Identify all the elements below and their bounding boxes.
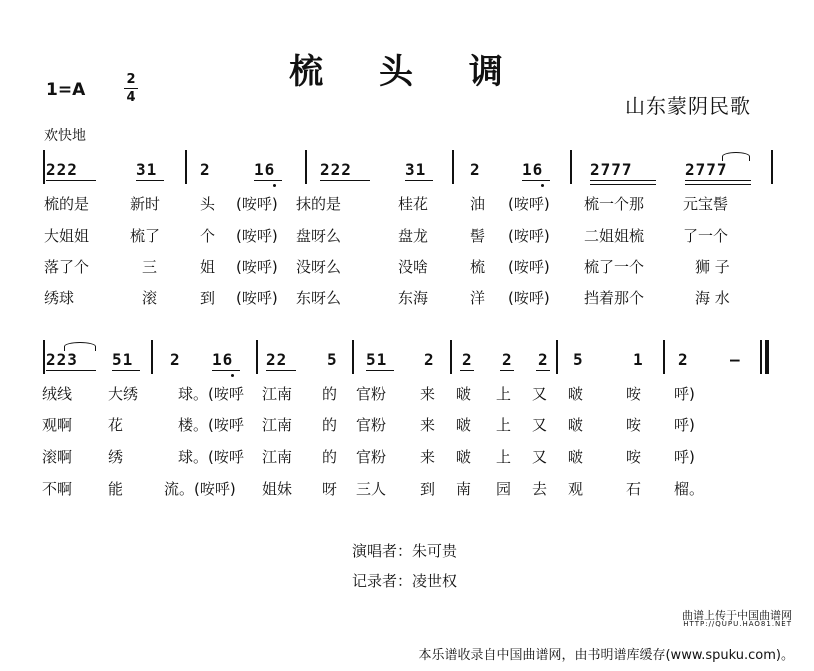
- underline-beam: [685, 180, 751, 181]
- lyric-syllable: 到: [200, 289, 216, 307]
- lyric-syllable: (咹呼): [508, 289, 550, 307]
- lyric-syllable: 元宝髻: [683, 195, 729, 213]
- note-group: 2: [538, 350, 549, 369]
- lyric-syllable: 的: [322, 448, 338, 466]
- note-group: 31: [405, 160, 427, 179]
- lyric-syllable: 到: [420, 480, 436, 498]
- lyric-syllable: 来: [420, 416, 436, 434]
- barline: [256, 340, 258, 374]
- lyric-syllable: 东呀么: [296, 289, 342, 307]
- lyric-syllable: 油: [470, 195, 486, 213]
- note-group: 2: [502, 350, 513, 369]
- lyric-syllable: 球。(咹呼: [178, 448, 244, 466]
- lyric-syllable: 东海: [398, 289, 429, 307]
- recorder-credit: 记录者：凌世权: [352, 572, 458, 590]
- lyric-syllable: 咹: [626, 448, 642, 466]
- lyric-syllable: 呼): [674, 448, 695, 466]
- barline: [771, 150, 773, 184]
- lyric-syllable: 观啊: [42, 416, 73, 434]
- barline: [43, 150, 45, 184]
- lyric-syllable: (咹呼): [508, 227, 550, 245]
- lyric-syllable: 姐: [200, 258, 216, 276]
- lyric-syllable: 又: [532, 448, 548, 466]
- lyric-syllable: 上: [496, 385, 512, 403]
- lyric-syllable: 没呀么: [296, 258, 342, 276]
- lyric-syllable: 楼。(咹呼: [178, 416, 244, 434]
- lyric-syllable: 了一个: [683, 227, 729, 245]
- lyric-syllable: 能: [108, 480, 124, 498]
- lyric-syllable: 啵: [456, 448, 472, 466]
- lyric-syllable: 髻: [470, 227, 486, 245]
- lyric-syllable: 三人: [356, 480, 387, 498]
- lyric-syllable: 官粉: [356, 416, 387, 434]
- lyric-syllable: 的: [322, 385, 338, 403]
- time-signature-bottom: 4: [126, 90, 136, 105]
- time-signature-bar: [124, 88, 138, 89]
- tempo-marking: 欢快地: [44, 128, 86, 144]
- barline: [151, 340, 153, 374]
- lyric-syllable: 绒线: [42, 385, 73, 403]
- underline-beam: [320, 180, 370, 181]
- lyric-syllable: 海 水: [695, 289, 730, 307]
- lyric-syllable: 榴。: [674, 480, 705, 498]
- lyric-syllable: 盘龙: [398, 227, 429, 245]
- lyric-syllable: 咹: [626, 385, 642, 403]
- lyric-syllable: (咹呼): [236, 195, 278, 213]
- lyric-syllable: 呀: [322, 480, 338, 498]
- note-group: 51: [112, 350, 134, 369]
- barline: [570, 150, 572, 184]
- lyric-syllable: 流。(咹呼): [164, 480, 236, 498]
- final-barline-thick: [765, 340, 769, 374]
- lyric-syllable: 上: [496, 448, 512, 466]
- lyric-syllable: 来: [420, 385, 436, 403]
- watermark-line-1: 曲谱上传于中国曲谱网: [682, 609, 792, 622]
- lyric-syllable: 又: [532, 416, 548, 434]
- underline-beam: [136, 180, 164, 181]
- note-group: 16: [212, 350, 234, 369]
- lyric-syllable: 三: [142, 258, 158, 276]
- final-barline-thin: [760, 340, 762, 374]
- underline-beam: [46, 180, 96, 181]
- low-octave-dot: [273, 184, 276, 187]
- lyric-syllable: 梳一个那: [584, 195, 645, 213]
- underline-beam: [536, 370, 550, 371]
- lyric-syllable: 石: [626, 480, 642, 498]
- note-group: 5: [327, 350, 338, 369]
- lyric-syllable: 挡着那个: [584, 289, 645, 307]
- song-title: 梳 头 调: [289, 52, 525, 92]
- lyric-syllable: 梳了: [130, 227, 161, 245]
- note-group: 2: [200, 160, 211, 179]
- lyric-syllable: 绣球: [44, 289, 75, 307]
- lyric-syllable: 呼): [674, 385, 695, 403]
- lyric-syllable: 大绣: [108, 385, 139, 403]
- barline: [450, 340, 452, 374]
- lyric-syllable: 滚啊: [42, 448, 73, 466]
- underline-beam: [590, 180, 656, 181]
- note-group: 222: [320, 160, 352, 179]
- lyric-syllable: (咹呼): [236, 258, 278, 276]
- lyric-syllable: 花: [108, 416, 124, 434]
- lyric-syllable: 新时: [130, 195, 161, 213]
- note-group: 2: [170, 350, 181, 369]
- lyric-syllable: 啵: [568, 448, 584, 466]
- barline: [663, 340, 665, 374]
- underline-beam: [590, 184, 656, 185]
- lyric-syllable: 头: [200, 195, 216, 213]
- note-group: 1: [633, 350, 644, 369]
- lyric-syllable: (咹呼): [236, 289, 278, 307]
- underline-beam: [266, 370, 296, 371]
- lyric-syllable: 不啊: [42, 480, 73, 498]
- lyric-syllable: 来: [420, 448, 436, 466]
- lyric-syllable: 桂花: [398, 195, 429, 213]
- note-group: 16: [522, 160, 544, 179]
- barline: [305, 150, 307, 184]
- lyric-syllable: 啵: [456, 416, 472, 434]
- note-group: 51: [366, 350, 388, 369]
- lyric-syllable: 的: [322, 416, 338, 434]
- lyric-syllable: 梳的是: [44, 195, 90, 213]
- lyric-syllable: 园: [496, 480, 512, 498]
- lyric-syllable: (咹呼): [236, 227, 278, 245]
- low-octave-dot: [231, 374, 234, 377]
- lyric-syllable: 个: [200, 227, 216, 245]
- note-group: —: [730, 350, 741, 369]
- underline-beam: [522, 180, 550, 181]
- lyric-syllable: 上: [496, 416, 512, 434]
- note-group: 2: [462, 350, 473, 369]
- tie-slur: [64, 342, 96, 351]
- lyric-syllable: 二姐姐梳: [584, 227, 645, 245]
- lyric-syllable: 去: [532, 480, 548, 498]
- lyric-syllable: 官粉: [356, 385, 387, 403]
- note-group: 22: [266, 350, 288, 369]
- lyric-syllable: 大姐姐: [44, 227, 90, 245]
- underline-beam: [405, 180, 433, 181]
- lyric-syllable: 盘呀么: [296, 227, 342, 245]
- lyric-syllable: 啵: [456, 385, 472, 403]
- lyric-syllable: 抹的是: [296, 195, 342, 213]
- underline-beam: [685, 184, 751, 185]
- barline: [556, 340, 558, 374]
- lyric-syllable: 江南: [262, 385, 293, 403]
- lyric-syllable: 江南: [262, 448, 293, 466]
- lyric-syllable: 姐妹: [262, 480, 293, 498]
- note-group: 223: [46, 350, 78, 369]
- lyric-syllable: 观: [568, 480, 584, 498]
- lyric-syllable: 滚: [142, 289, 158, 307]
- lyric-syllable: (咹呼): [508, 258, 550, 276]
- note-group: 5: [573, 350, 584, 369]
- lyric-syllable: 啵: [568, 385, 584, 403]
- barline: [43, 340, 45, 374]
- lyric-syllable: 梳了一个: [584, 258, 645, 276]
- underline-beam: [212, 370, 240, 371]
- underline-beam: [366, 370, 394, 371]
- barline: [452, 150, 454, 184]
- underline-beam: [46, 370, 96, 371]
- barline: [352, 340, 354, 374]
- lyric-syllable: (咹呼): [508, 195, 550, 213]
- note-group: 2: [678, 350, 689, 369]
- note-group: 16: [254, 160, 276, 179]
- barline: [185, 150, 187, 184]
- time-signature: [124, 72, 138, 105]
- tie-slur: [722, 152, 750, 161]
- footer-source-note: 本乐谱收录自中国曲谱网，由书明谱库缓存(www.spuku.com)。: [418, 648, 794, 663]
- lyric-syllable: 又: [532, 385, 548, 403]
- lyric-syllable: 球。(咹呼: [178, 385, 244, 403]
- lyric-syllable: 落了个: [44, 258, 90, 276]
- lyric-syllable: 咹: [626, 416, 642, 434]
- song-origin: 山东蒙阴民歌: [625, 94, 751, 118]
- note-group: 2: [424, 350, 435, 369]
- time-signature-top: 2: [126, 72, 136, 87]
- lyric-syllable: 狮 子: [695, 258, 730, 276]
- lyric-syllable: 官粉: [356, 448, 387, 466]
- low-octave-dot: [541, 184, 544, 187]
- lyric-syllable: 洋: [470, 289, 486, 307]
- lyric-syllable: 江南: [262, 416, 293, 434]
- lyric-syllable: 啵: [568, 416, 584, 434]
- key-signature: 1=A: [46, 80, 86, 100]
- lyric-syllable: 梳: [470, 258, 486, 276]
- underline-beam: [500, 370, 514, 371]
- underline-beam: [460, 370, 474, 371]
- note-group: 31: [136, 160, 158, 179]
- lyric-syllable: 绣: [108, 448, 124, 466]
- note-group: 2: [470, 160, 481, 179]
- underline-beam: [112, 370, 140, 371]
- lyric-syllable: 南: [456, 480, 472, 498]
- watermark-url[interactable]: HTTP://QUPU.HAO81.NET: [683, 620, 792, 628]
- note-group: 222: [46, 160, 78, 179]
- underline-beam: [254, 180, 282, 181]
- singer-credit: 演唱者：朱可贵: [352, 542, 458, 560]
- lyric-syllable: 呼): [674, 416, 695, 434]
- note-group: 2777: [590, 160, 633, 179]
- note-group: 2777: [685, 160, 728, 179]
- lyric-syllable: 没啥: [398, 258, 429, 276]
